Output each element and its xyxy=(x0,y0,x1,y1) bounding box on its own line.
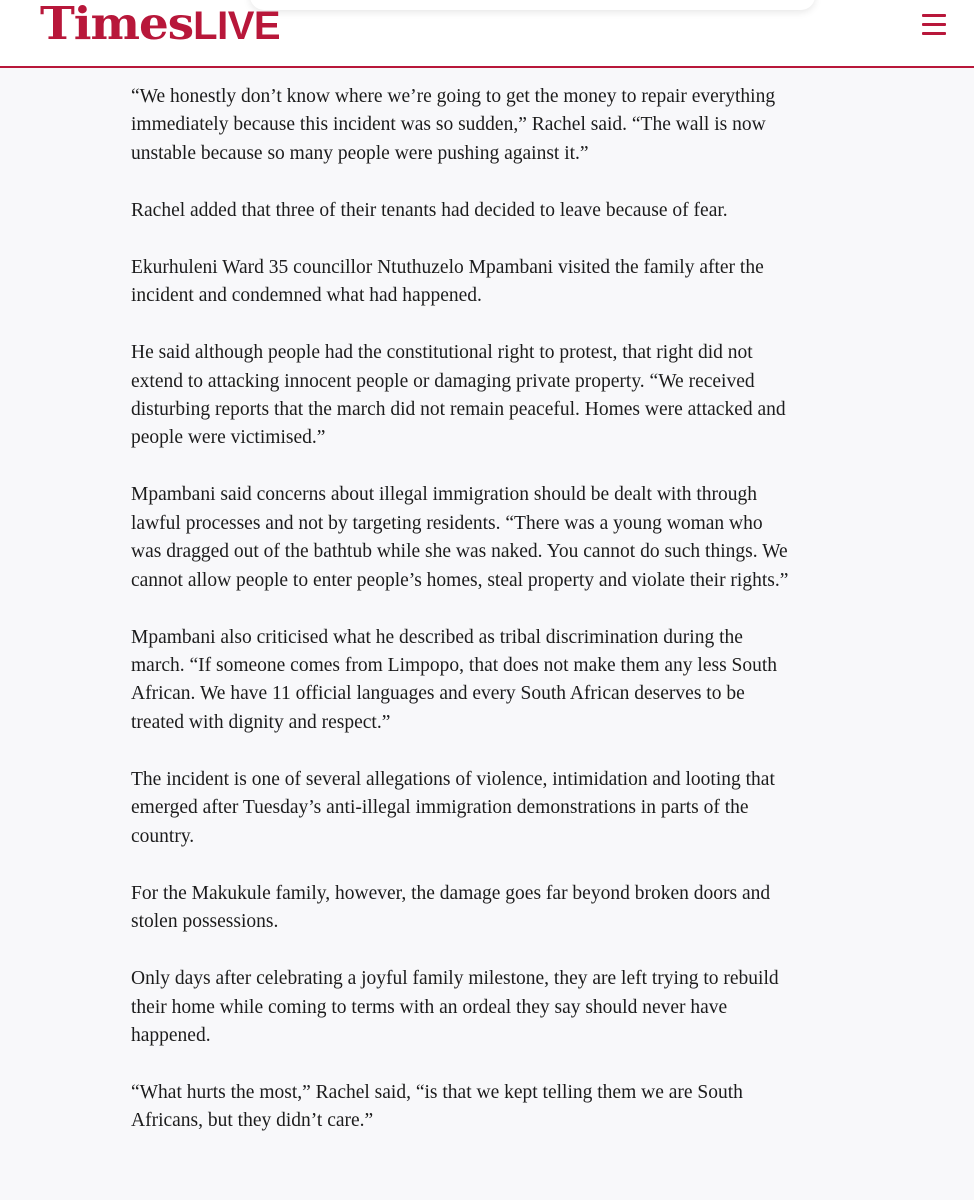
article-paragraph: “We honestly don’t know where we’re going to get the money to repair everything immediately because this incident was so sudden,” Rachel said. “The wall is now unstable because so many people were pushing against it.” xyxy=(131,86,776,164)
logo-live-text: LIVE xyxy=(193,4,281,48)
article-paragraph: The incident is one of several allegations of violence, intimidation and looting that emerged after Tuesday’s anti-illegal immigration demonstrations in parts of the country. xyxy=(131,768,775,847)
article-paragraph: Mpambani said concerns about illegal immigration should be dealt with through lawful processes and not by targeting residents. “There was a young woman who was dragged out of the bathtub while she was naked. You cannot do such things. We cannot allow people to enter people’s homes, steal property and violate their rights.” xyxy=(131,484,789,591)
article-body xyxy=(131,83,791,1164)
article-paragraph: Ekurhuleni Ward 35 councillor Ntuthuzelo Mpambani visited the family after the incident and condemned what had happened. xyxy=(131,256,764,307)
article-paragraph: “What hurts the most,” Rachel said, “is that we kept telling them we are South Africans, but they didn’t care.” xyxy=(131,1081,743,1132)
article-paragraph: Rachel added that three of their tenants had decided to leave because of fear. xyxy=(131,199,728,221)
menu-bar-top xyxy=(922,14,946,17)
menu-bar-middle xyxy=(922,23,946,26)
menu-bar-bottom xyxy=(922,32,946,35)
article-paragraph: Only days after celebrating a joyful family milestone, they are left trying to rebuild their home while coming to terms with an ordeal they say should never have happened. xyxy=(131,968,779,1046)
article-paragraph: Mpambani also criticised what he described as tribal discrimination during the march. “If someone comes from Limpopo, that does not make them any less South African. We have 11 official languages and every South African deserves to be treated with dignity and respect.” xyxy=(131,626,778,733)
hamburger-menu-icon[interactable] xyxy=(918,10,950,40)
timeslive-logo[interactable] xyxy=(40,0,281,50)
site-header xyxy=(0,0,974,68)
article-paragraph: For the Makukule family, however, the damage goes far beyond broken doors and stolen possessions. xyxy=(131,882,771,933)
logo-times-text: Times xyxy=(40,0,194,50)
article-paragraph: He said although people had the constitutional right to protest, that right did not extend to attacking innocent people or damaging private property. “We received disturbing reports that the march did not remain peaceful. Homes were attacked and people were victimised.” xyxy=(131,342,786,449)
header-overlay-tab xyxy=(250,0,815,10)
